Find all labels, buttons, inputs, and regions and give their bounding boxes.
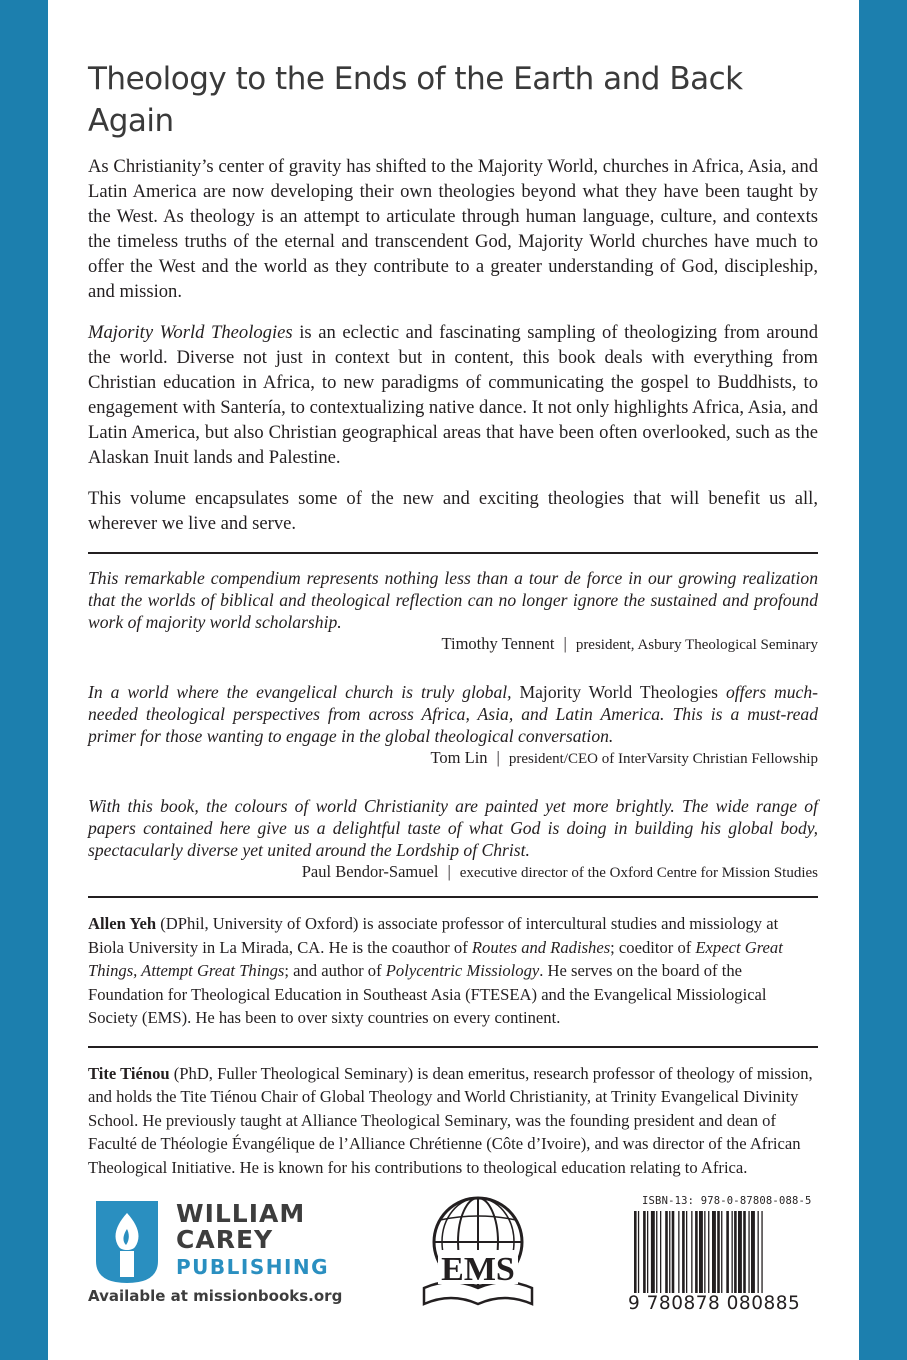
candle-flame-icon — [88, 1199, 166, 1285]
endorsement — [88, 668, 818, 770]
barcode-bars — [632, 1211, 814, 1293]
publisher-name-line: CAREY — [176, 1225, 274, 1254]
isbn-barcode — [628, 1195, 818, 1315]
endorsement-text — [88, 681, 818, 747]
description-paragraph-2 — [88, 320, 818, 470]
publisher-logo — [88, 1199, 343, 1309]
publisher-name-line: WILLIAM — [176, 1199, 306, 1228]
book-title: Expect Great Things, Attempt Great Things — [88, 937, 783, 980]
author-name: Tite Tiénou — [88, 1063, 170, 1083]
ems-logo-text: EMS — [441, 1251, 515, 1288]
back-cover-content — [88, 58, 818, 1195]
endorsement — [88, 782, 818, 884]
description-paragraph-2-text: is an eclectic and fascinating sampling of theologizing from around the world. Diverse not just in context but in content, this book deals with everything from Christian education in Africa, to new paradigms of communicating the gospel to Buddhists, to engagement with Santería, to contextualizing native dance. It not only highlights Africa, Asia, and Latin America, but also Christian geographical areas that have been often overlooked, such as the Alaskan Inuit lands and Palestine. — [88, 322, 818, 468]
bio-text: (PhD, Fuller Theological Seminary) is dean emeritus, research professor of theology of mission, and holds the Tite Tiénou Chair of Global Theology and World Christianity, at Trinity Evangelical Divinity School. He previously taught at Alliance Theological Seminary, was the founding president and dean of Faculté de Théologie Évangélique de l’Alliance Chrétienne (Côte d’Ivoire), and was director of the African Theological Initiative. He is known for his contributions to theological education relating to Africa. — [88, 1063, 813, 1177]
book-title-italic: Majority World Theologies — [88, 322, 293, 343]
endorser-role: president/CEO of InterVarsity Christian Fellowship — [508, 751, 818, 767]
bio-text: ; and author of — [284, 961, 386, 980]
publisher-name — [176, 1201, 305, 1253]
endorsement-text: With this book, the colours of world Christianity are painted yet more brightly. The wide range of papers contained here give us a delightful taste of what God is doing in building his global body, spectacularly diverse yet united around the Lordship of Christ. — [88, 796, 818, 860]
cover-edge-left — [0, 0, 48, 1360]
publisher-name-line: PUBLISHING — [176, 1255, 330, 1279]
barcode-number: 9 780878 080885 — [628, 1293, 801, 1314]
endorsement-attribution — [88, 633, 818, 656]
cover-headline: Theology to the Ends of the Earth and Back Again — [88, 61, 743, 139]
endorsement-text-part: offers much-needed theological perspectives from across Africa, Asia, and Latin America. This is a must-read primer for those wanting to engage in the global theological conversation. — [88, 682, 818, 746]
endorsement-attribution — [88, 861, 818, 884]
bio-text: ; coeditor of — [610, 937, 696, 957]
author-bio-tienou — [88, 1048, 818, 1196]
availability-text: Available at missionbooks.org — [88, 1287, 343, 1305]
book-title: Routes and Radishes — [471, 937, 611, 957]
endorsement-text-part: In a world where the evangelical church is truly global, — [88, 682, 520, 702]
author-name: Allen Yeh — [88, 914, 157, 933]
bio-text: (DPhil, University of Oxford) is associate professor of intercultural studies and missiology at Biola University in La Mirada, CA. He is the coauthor of — [88, 914, 779, 957]
endorser-name: Tom Lin — [430, 748, 488, 767]
isbn-label: ISBN-13: 978-0-87808-088-5 — [642, 1195, 812, 1207]
endorser-role: president, Asbury Theological Seminary — [575, 637, 818, 653]
description-paragraph-3: This volume encapsulates some of the new and exciting theologies that will benefit us all, wherever we live and serve. — [88, 488, 818, 534]
endorsement-attribution — [88, 747, 818, 770]
endorser-role: executive director of the Oxford Centre for Mission Studies — [459, 865, 818, 881]
book-title-upright: Majority World Theologies — [519, 682, 719, 702]
attribution-separator: | — [447, 862, 451, 881]
globe-book-icon — [416, 1192, 540, 1310]
author-bio-yeh — [88, 898, 818, 1046]
cover-edge-right — [859, 0, 907, 1360]
description-paragraph-1: As Christianity’s center of gravity has shifted to the Majority World, churches in Africa, Asia, and Latin America are now developing their own theologies beyond what they have been taught by the West. As theology is an attempt to articulate through human language, culture, and contexts the timeless truths of the eternal and transcendent God, Majority World churches have much to offer the West and the world as they contribute to a greater understanding of God, discipleship, and mission. — [88, 156, 818, 302]
book-title: Polycentric Missiology — [385, 961, 540, 980]
back-cover-page — [48, 0, 859, 1360]
endorsement — [88, 554, 818, 656]
endorser-name: Timothy Tennent — [441, 634, 555, 653]
attribution-separator: | — [496, 748, 500, 767]
attribution-separator: | — [563, 634, 567, 653]
endorsement-text: This remarkable compendium represents nothing less than a tour de force in our growing realization that the worlds of biblical and theological reflection can no longer ignore the sustained and profound work of majority world scholarship. — [88, 568, 818, 632]
endorser-name: Paul Bendor-Samuel — [301, 862, 439, 881]
logo-row — [48, 1192, 859, 1322]
bio-text: . He serves on the board of the Foundation for Theological Education in Southeast Asia (FTESEA) and the Evangelical Missiological Society (EMS). He has been to over sixty countries on every continent. — [88, 961, 767, 1027]
